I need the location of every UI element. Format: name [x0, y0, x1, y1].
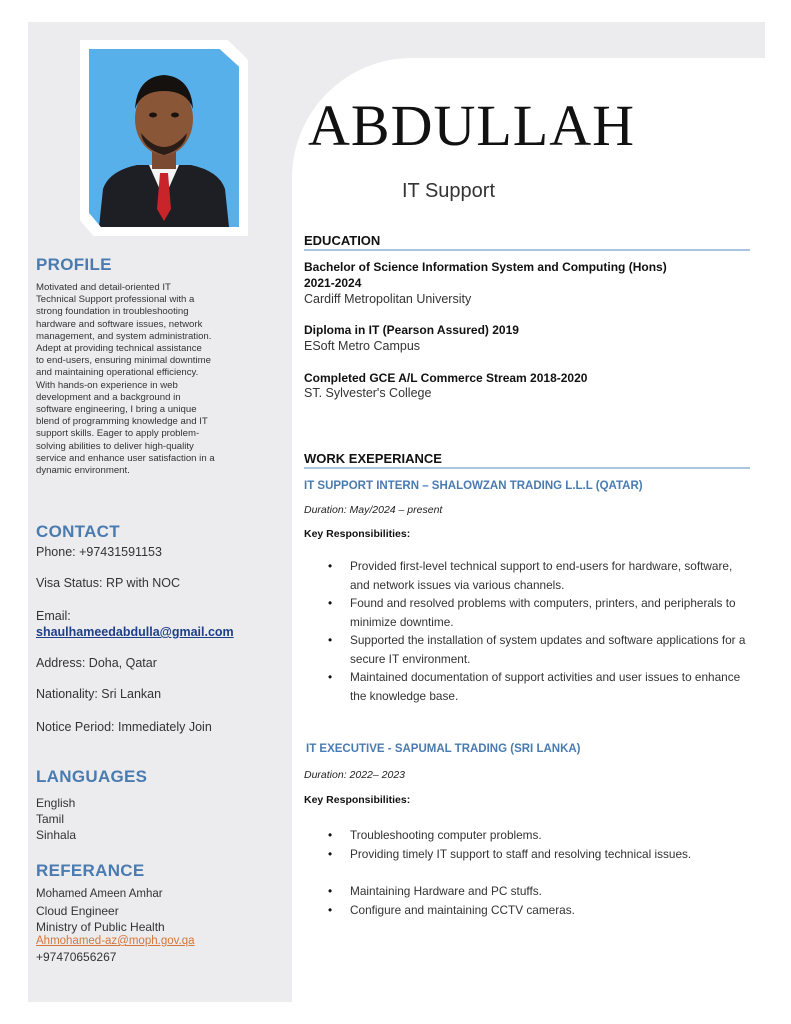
- education-years: 2021-2024: [304, 276, 362, 290]
- profile-line: Motivated and detail-oriented IT: [36, 282, 171, 293]
- profile-summary: [36, 282, 256, 477]
- contact-heading: CONTACT: [36, 522, 120, 541]
- responsibility-item: • Maintaining Hardware and PC stuffs.: [350, 882, 755, 901]
- contact-email-label: Email:: [36, 609, 71, 623]
- profile-line: and maintaining operational efficiency.: [36, 367, 199, 379]
- education-divider: [304, 249, 750, 251]
- work-experience-heading: WORK EXEPERIANCE: [304, 451, 442, 466]
- responsibility-item: • Configure and maintaining CCTV cameras.: [350, 901, 755, 920]
- profile-line: service and enhance user satisfaction in a: [36, 452, 215, 464]
- contact-notice-period: Notice Period: Immediately Join: [36, 720, 212, 734]
- reference-organization: Ministry of Public Health: [36, 920, 165, 934]
- job-duration: Duration: May/2024 – present: [304, 504, 443, 516]
- profile-line: to end-users, ensuring minimal downtime: [36, 355, 211, 367]
- profile-line: software engineering, I bring a unique: [36, 404, 197, 416]
- candidate-role: IT Support: [402, 180, 496, 202]
- contact-email-link[interactable]: shaulhameedabdulla@gmail.com: [36, 625, 234, 639]
- work-experience-divider: [304, 467, 750, 469]
- contact-phone: Phone: +97431591153: [36, 545, 162, 559]
- profile-line: Technical Support professional with a: [36, 294, 195, 306]
- job-title: IT SUPPORT INTERN – SHALOWZAN TRADING L.L.L (QATAR): [304, 480, 643, 492]
- responsibility-item: • Found and resolved problems with computers, printers, and peripherals to minimize downtime.: [350, 594, 755, 631]
- profile-line: Adept at providing technical assistance: [36, 343, 202, 355]
- main-content-area: [292, 58, 791, 1024]
- education-heading: EDUCATION: [304, 233, 381, 248]
- profile-line: hardware and software issues, network: [36, 318, 203, 330]
- responsibility-item: • Troubleshooting computer problems.: [350, 826, 755, 845]
- profile-line: dynamic environment.: [36, 465, 130, 477]
- education-school: ESoft Metro Campus: [304, 339, 421, 353]
- profile-line: With hands-on experience in web: [36, 379, 178, 391]
- profile-heading: PROFILE: [36, 255, 112, 274]
- reference-heading: REFERANCE: [36, 861, 145, 880]
- responsibility-item: • Provided first-level technical support to end-users for hardware, software, and network issues via various channels.: [350, 557, 755, 594]
- education-school: ST. Sylvester's College: [304, 386, 432, 400]
- education-degree: Completed GCE A/L Commerce Stream 2018-2020: [304, 371, 588, 385]
- job-duration: Duration: 2022– 2023: [304, 769, 405, 781]
- profile-line: development and a background in: [36, 391, 181, 403]
- profile-photo: [89, 49, 239, 227]
- contact-visa-status: Visa Status: RP with NOC: [36, 576, 181, 590]
- education-degree: Diploma in IT (Pearson Assured) 2019: [304, 323, 519, 337]
- profile-line: support skills. Eager to apply problem-: [36, 428, 200, 440]
- responsibility-item: • Providing timely IT support to staff and resolving technical issues.: [350, 845, 720, 864]
- profile-line: management, and system administration.: [36, 330, 212, 342]
- reference-title: Cloud Engineer: [36, 904, 119, 918]
- language-item: Sinhala: [36, 828, 77, 842]
- contact-address: Address: Doha, Qatar: [36, 656, 157, 670]
- language-item: Tamil: [36, 812, 65, 826]
- education-school: Cardiff Metropolitan University: [304, 292, 472, 306]
- profile-photo-frame: [80, 40, 248, 236]
- key-responsibilities-label: Key Responsibilities:: [304, 794, 411, 806]
- reference-phone: +97470656267: [36, 950, 117, 964]
- languages-heading: LANGUAGES: [36, 767, 148, 786]
- contact-nationality: Nationality: Sri Lankan: [36, 687, 162, 701]
- profile-line: blend of programming knowledge and IT: [36, 416, 208, 428]
- responsibility-item: • Maintained documentation of support activities and user issues to enhance the knowledge base.: [350, 668, 755, 705]
- job-title: IT EXECUTIVE - SAPUMAL TRADING (SRI LANKA): [306, 743, 581, 755]
- education-degree: Bachelor of Science Information System and Computing (Hons): [304, 260, 667, 274]
- candidate-name: ABDULLAH: [308, 93, 635, 158]
- profile-line: solving abilities to deliver high-quality: [36, 440, 194, 452]
- reference-email-link[interactable]: Ahmohamed-az@moph.gov.qa: [36, 935, 195, 947]
- responsibility-item: • Supported the installation of system updates and software applications for a secure IT environment.: [350, 631, 755, 668]
- profile-line: strong foundation in troubleshooting: [36, 306, 189, 318]
- person-photo-icon: [89, 49, 239, 227]
- reference-name: Mohamed Ameen Amhar: [36, 888, 163, 900]
- language-item: English: [36, 796, 76, 810]
- key-responsibilities-label: Key Responsibilities:: [304, 528, 411, 540]
